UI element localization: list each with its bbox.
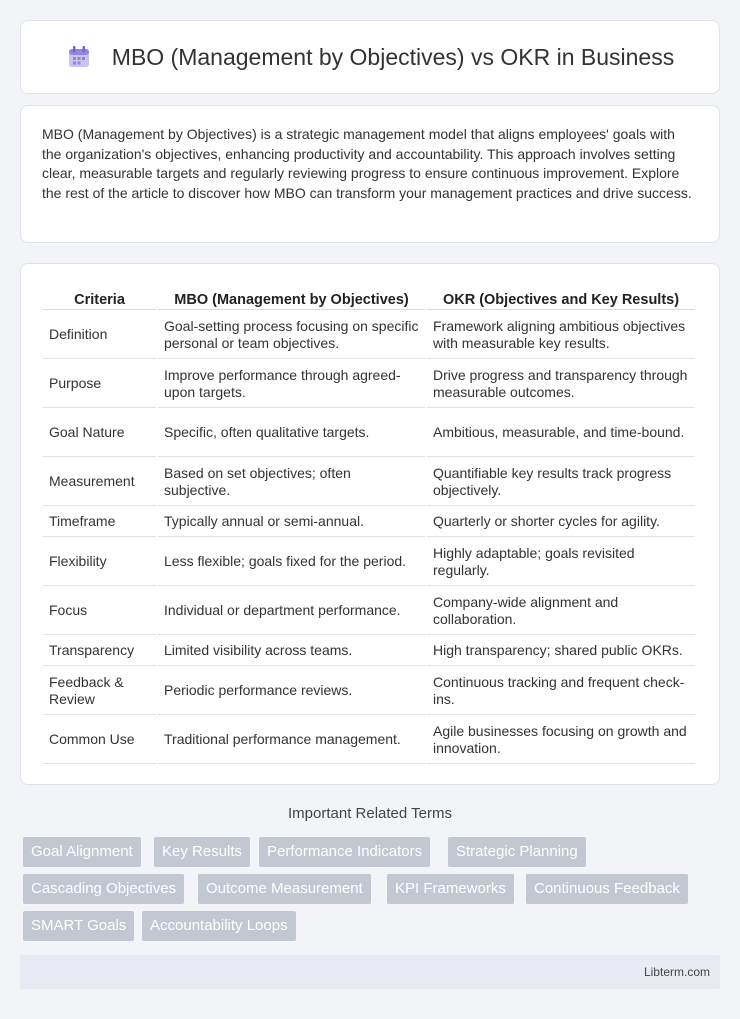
tag-accountability-loops[interactable]: Accountability Loops	[142, 911, 296, 941]
okr-cell: Agile businesses focusing on growth and innovation.	[427, 717, 695, 764]
mbo-cell: Less flexible; goals fixed for the period.	[158, 539, 425, 586]
table-row	[43, 588, 695, 635]
intro-text: MBO (Management by Objectives) is a strategic management model that aligns employees' goals with the organization's objectives, enhancing productivity and accountability. This approach involves setting clear, measurable targets and regularly reviewing progress to ensure continuous improvement. Explore the rest of the article to discover how MBO can transform your management practices and drive success.	[42, 126, 692, 201]
criteria-cell: Transparency	[43, 637, 156, 666]
table-row	[43, 361, 695, 408]
tag-continuous-feedback[interactable]: Continuous Feedback	[526, 874, 688, 904]
mbo-cell: Goal-setting process focusing on specific personal or team objectives.	[158, 312, 425, 359]
okr-cell: Continuous tracking and frequent check-ins.	[427, 668, 695, 715]
related-terms-title: Important Related Terms	[288, 805, 452, 822]
table-row	[43, 539, 695, 586]
table-row	[43, 668, 695, 715]
criteria-cell: Goal Nature	[43, 410, 156, 457]
tag-key-results[interactable]: Key Results	[154, 837, 250, 867]
tag-smart-goals[interactable]: SMART Goals	[23, 911, 134, 941]
okr-cell: Ambitious, measurable, and time-bound.	[427, 410, 695, 457]
table-header-row	[43, 288, 695, 310]
okr-cell: Quantifiable key results track progress objectively.	[427, 459, 695, 506]
table-row	[43, 508, 695, 537]
mbo-cell: Based on set objectives; often subjective.	[158, 459, 425, 506]
comparison-table	[41, 286, 697, 766]
intro-card	[20, 105, 720, 243]
tag-goal-alignment[interactable]: Goal Alignment	[23, 837, 141, 867]
mbo-cell: Traditional performance management.	[158, 717, 425, 764]
mbo-cell: Typically annual or semi-annual.	[158, 508, 425, 537]
column-header-criteria: Criteria	[43, 288, 156, 310]
header-card	[20, 20, 720, 94]
footer-site-link[interactable]: Libterm.com	[643, 965, 710, 979]
column-header-okr: OKR (Objectives and Key Results)	[427, 288, 695, 310]
page-title: MBO (Management by Objectives) vs OKR in Business	[111, 43, 675, 70]
tag-kpi-frameworks[interactable]: KPI Frameworks	[387, 874, 514, 904]
criteria-cell: Flexibility	[43, 539, 156, 586]
criteria-cell: Timeframe	[43, 508, 156, 537]
column-header-mbo: MBO (Management by Objectives)	[158, 288, 425, 310]
mbo-cell: Periodic performance reviews.	[158, 668, 425, 715]
okr-cell: Drive progress and transparency through measurable outcomes.	[427, 361, 695, 408]
table-row	[43, 717, 695, 764]
mbo-cell: Specific, often qualitative targets.	[158, 410, 425, 457]
mbo-cell: Improve performance through agreed-upon targets.	[158, 361, 425, 408]
criteria-cell: Focus	[43, 588, 156, 635]
criteria-cell: Definition	[43, 312, 156, 359]
calendar-icon	[66, 44, 92, 70]
criteria-cell: Feedback & Review	[43, 668, 156, 715]
mbo-cell: Limited visibility across teams.	[158, 637, 425, 666]
table-row	[43, 637, 695, 666]
table-row	[43, 459, 695, 506]
okr-cell: High transparency; shared public OKRs.	[427, 637, 695, 666]
criteria-cell: Measurement	[43, 459, 156, 506]
criteria-cell: Purpose	[43, 361, 156, 408]
tag-cascading-objectives[interactable]: Cascading Objectives	[23, 874, 184, 904]
okr-cell: Company-wide alignment and collaboration.	[427, 588, 695, 635]
okr-cell: Quarterly or shorter cycles for agility.	[427, 508, 695, 537]
okr-cell: Highly adaptable; goals revisited regularly.	[427, 539, 695, 586]
okr-cell: Framework aligning ambitious objectives with measurable key results.	[427, 312, 695, 359]
tag-outcome-measurement[interactable]: Outcome Measurement	[198, 874, 371, 904]
tag-strategic-planning[interactable]: Strategic Planning	[448, 837, 586, 867]
mbo-cell: Individual or department performance.	[158, 588, 425, 635]
footer	[20, 955, 720, 989]
comparison-table-card	[20, 263, 720, 785]
tag-performance-indicators[interactable]: Performance Indicators	[259, 837, 430, 867]
table-row	[43, 410, 695, 457]
criteria-cell: Common Use	[43, 717, 156, 764]
table-row	[43, 312, 695, 359]
